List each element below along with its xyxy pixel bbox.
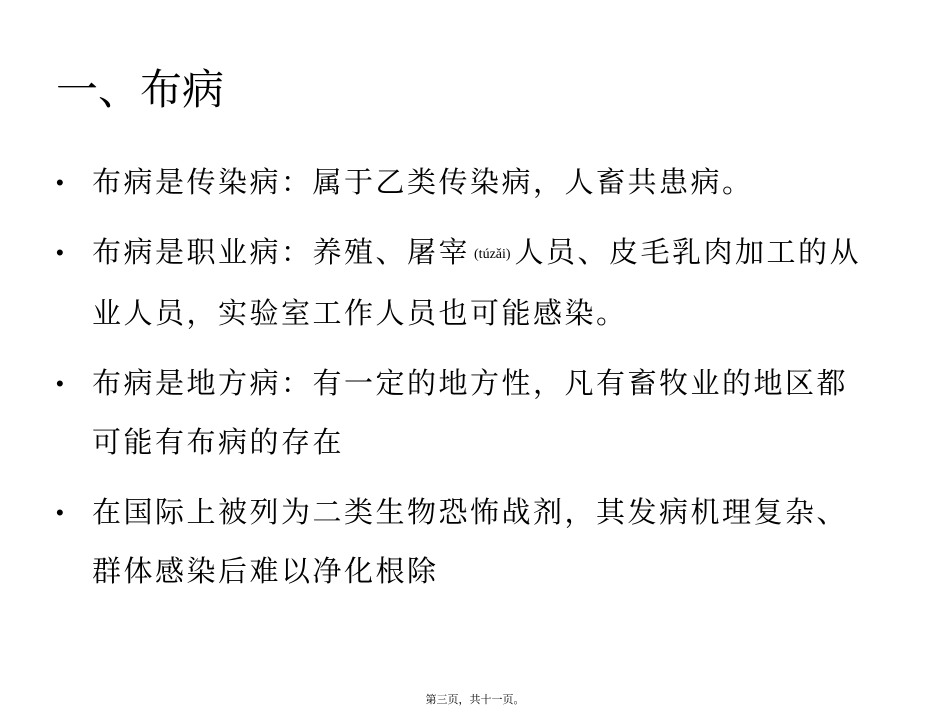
- bullet-dot-icon: •: [56, 170, 67, 195]
- bullet-dot-icon: •: [56, 240, 67, 265]
- bullet-text: 布病是传染病：属于乙类传染病，人畜共患病。: [92, 165, 754, 199]
- bullet-list: [56, 153, 936, 612]
- bullet-text-line: 在国际上被列为二类生物恐怖战剂，其发病机理复杂、: [92, 495, 849, 529]
- bullet-text-segment: 布病是职业病：养殖、屠宰: [92, 235, 471, 269]
- bullet-text-line: 可能有布病的存在: [92, 425, 345, 459]
- bullet-dot-icon: •: [56, 371, 67, 396]
- bullet-item-occupational: [56, 223, 936, 343]
- bullet-text-line: 布病是地方病：有一定的地方性，凡有畜牧业的地区都: [92, 366, 849, 400]
- bullet-item-bioterror: [56, 483, 936, 601]
- bullet-text-segment: 人员、皮毛乳肉加工的从: [514, 235, 862, 269]
- bullet-text-line: 群体感染后难以净化根除: [92, 554, 439, 588]
- slide-title: 一、布病: [56, 65, 225, 114]
- pinyin-annotation: (túzǎi): [474, 247, 511, 262]
- bullet-text-line: 业人员，实验室工作人员也可能感染。: [92, 296, 628, 330]
- bullet-dot-icon: •: [56, 500, 67, 525]
- page-footer: 第三页，共十一页。: [425, 693, 525, 706]
- bullet-item-endemic: [56, 354, 936, 472]
- bullet-item-infectious: [56, 153, 936, 212]
- bullet-text-line: [92, 223, 936, 284]
